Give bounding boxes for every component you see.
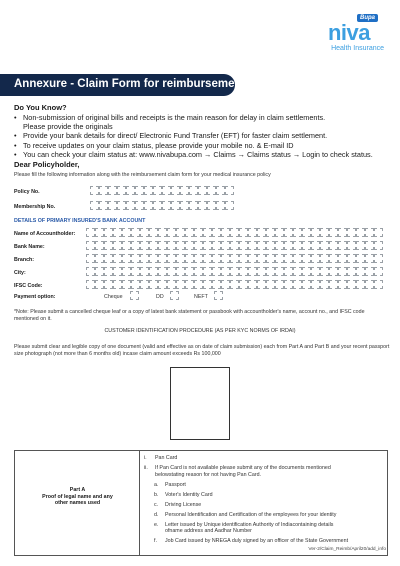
char-box[interactable] xyxy=(167,280,176,289)
char-box[interactable] xyxy=(212,228,221,237)
char-box[interactable] xyxy=(221,280,230,289)
char-box[interactable] xyxy=(221,254,230,263)
char-box[interactable] xyxy=(374,254,383,263)
char-box[interactable] xyxy=(230,228,239,237)
part-a-subtitle: other names used xyxy=(54,500,101,507)
char-box[interactable] xyxy=(158,228,167,237)
char-box[interactable] xyxy=(149,254,158,263)
branch-field[interactable] xyxy=(86,254,383,263)
char-box[interactable] xyxy=(189,201,198,210)
char-box[interactable] xyxy=(374,267,383,276)
char-box[interactable] xyxy=(185,280,194,289)
char-box[interactable] xyxy=(365,228,374,237)
list-item xyxy=(144,502,384,509)
char-box[interactable] xyxy=(176,228,185,237)
char-box[interactable] xyxy=(185,228,194,237)
char-box[interactable] xyxy=(104,254,113,263)
char-box[interactable] xyxy=(194,267,203,276)
list-item-text xyxy=(144,492,384,499)
ifsc-label: IFSC Code: xyxy=(14,283,43,289)
char-box[interactable] xyxy=(203,241,212,250)
char-box[interactable] xyxy=(230,280,239,289)
char-box[interactable] xyxy=(338,228,347,237)
char-box[interactable] xyxy=(194,254,203,263)
policy-no-label: Policy No. xyxy=(14,189,40,195)
char-box[interactable] xyxy=(239,280,248,289)
bank-name-label: Bank Name: xyxy=(14,244,45,250)
char-box[interactable] xyxy=(347,228,356,237)
logo-badge: Bupa xyxy=(357,14,378,22)
char-box[interactable] xyxy=(329,267,338,276)
char-box[interactable] xyxy=(122,267,131,276)
list-item: • Provide your bank details for direct/ Electronic Fund Transfer (EFT) for faster claim settlement. xyxy=(14,131,390,140)
char-box[interactable] xyxy=(311,241,320,250)
char-box[interactable] xyxy=(230,241,239,250)
char-box[interactable] xyxy=(239,267,248,276)
list-item-line: Job Card issued by NREGA duly signed by an officer of the State Government xyxy=(165,538,349,545)
char-box[interactable] xyxy=(374,241,383,250)
char-box[interactable] xyxy=(131,254,140,263)
char-box[interactable] xyxy=(347,241,356,250)
char-box[interactable] xyxy=(356,241,365,250)
list-item-text xyxy=(144,538,384,545)
account-holder-label: Name of Accountholder: xyxy=(14,231,76,237)
char-box[interactable] xyxy=(207,201,216,210)
char-box[interactable] xyxy=(176,241,185,250)
char-box[interactable] xyxy=(167,228,176,237)
list-item-line: Letter issued by Unique identification Authority of Indiacontaining details xyxy=(165,521,334,528)
city-label: City: xyxy=(14,270,26,276)
char-box[interactable] xyxy=(356,280,365,289)
char-box[interactable] xyxy=(248,280,257,289)
list-item xyxy=(144,482,384,489)
char-box[interactable] xyxy=(167,241,176,250)
list-item xyxy=(144,512,384,519)
char-box[interactable] xyxy=(140,228,149,237)
char-box[interactable] xyxy=(176,254,185,263)
char-box[interactable] xyxy=(113,228,122,237)
photo-box[interactable] xyxy=(170,367,230,440)
char-box[interactable] xyxy=(180,201,189,210)
char-box[interactable] xyxy=(135,186,144,195)
char-box[interactable] xyxy=(356,267,365,276)
char-box[interactable] xyxy=(95,267,104,276)
char-box[interactable] xyxy=(198,201,207,210)
form-title-banner xyxy=(0,74,246,96)
char-box[interactable] xyxy=(108,201,117,210)
part-a-title: Part A xyxy=(69,487,86,493)
char-box[interactable] xyxy=(338,280,347,289)
list-item xyxy=(144,455,384,462)
char-box[interactable] xyxy=(144,186,153,195)
char-box[interactable] xyxy=(149,280,158,289)
char-box[interactable] xyxy=(275,254,284,263)
char-box[interactable] xyxy=(374,228,383,237)
list-item-line: If Pan Card is not available please submit any of the documents mentioned xyxy=(155,464,331,471)
list-item-text xyxy=(144,455,384,462)
list-item xyxy=(144,465,384,478)
char-box[interactable] xyxy=(365,267,374,276)
char-box[interactable] xyxy=(257,228,266,237)
char-box[interactable] xyxy=(266,241,275,250)
char-box[interactable] xyxy=(189,186,198,195)
char-box[interactable] xyxy=(338,254,347,263)
form-title: Annexure - Claim Form for reimbursement xyxy=(14,78,246,90)
char-box[interactable] xyxy=(113,241,122,250)
dd-label: DD xyxy=(156,294,164,300)
char-box[interactable] xyxy=(212,241,221,250)
char-box[interactable] xyxy=(203,254,212,263)
char-box[interactable] xyxy=(293,241,302,250)
char-box[interactable] xyxy=(374,280,383,289)
char-box[interactable] xyxy=(122,254,131,263)
char-box[interactable] xyxy=(221,228,230,237)
char-box[interactable] xyxy=(140,280,149,289)
char-box[interactable] xyxy=(104,241,113,250)
char-box[interactable] xyxy=(104,280,113,289)
char-box[interactable] xyxy=(207,186,216,195)
city-field[interactable] xyxy=(86,267,383,276)
char-box[interactable] xyxy=(90,201,99,210)
char-box[interactable] xyxy=(293,228,302,237)
dd-checkbox[interactable] xyxy=(170,291,179,300)
bank-name-field[interactable] xyxy=(86,241,383,250)
list-item xyxy=(144,538,384,545)
char-box[interactable] xyxy=(140,267,149,276)
char-box[interactable] xyxy=(257,280,266,289)
list-item-line: ofname address and Aadhar Number xyxy=(165,528,252,535)
char-box[interactable] xyxy=(185,267,194,276)
fill-instruction: Please fill the following information along with the reimbursement claim form for your medical insurance policy xyxy=(14,172,271,178)
char-box[interactable] xyxy=(99,186,108,195)
list-item-number: b. xyxy=(154,491,159,498)
char-box[interactable] xyxy=(293,254,302,263)
char-box[interactable] xyxy=(320,254,329,263)
brand-logo xyxy=(312,14,384,54)
char-box[interactable] xyxy=(347,267,356,276)
kyc-instruction: Please submit clear and legible copy of one document (valid and effective as on date of claim submission) each from Part A and Part B and your recent passport size photograph (not more than 6 months old) incase claim amount exceeds Rs 100,000 xyxy=(14,344,390,357)
list-item-line: belowstating reason for not having Pan Card. xyxy=(155,471,262,478)
list-item-line: Pan Card xyxy=(155,455,178,461)
char-box[interactable] xyxy=(203,267,212,276)
char-box[interactable] xyxy=(302,241,311,250)
list-item-line: Passport xyxy=(165,481,186,488)
char-box[interactable] xyxy=(216,186,225,195)
part-a-document-list xyxy=(144,455,384,548)
char-box[interactable] xyxy=(153,186,162,195)
part-a-subtitle: Proof of legal name and any xyxy=(42,493,113,500)
char-box[interactable] xyxy=(140,241,149,250)
membership-no-field[interactable] xyxy=(90,201,234,210)
list-item: • You can check your claim status at: www.nivabupa.com → Claims → Claims status → Login to check status. xyxy=(14,150,390,159)
char-box[interactable] xyxy=(275,241,284,250)
char-box[interactable] xyxy=(131,267,140,276)
char-box[interactable] xyxy=(135,201,144,210)
list-item-text xyxy=(144,465,384,478)
char-box[interactable] xyxy=(108,186,117,195)
char-box[interactable] xyxy=(194,228,203,237)
char-box[interactable] xyxy=(329,241,338,250)
char-box[interactable] xyxy=(86,280,95,289)
list-item: • Non-submission of original bills and receipts is the main reason for delay in claim settlements. Please provide the originals xyxy=(14,113,390,131)
char-box[interactable] xyxy=(284,280,293,289)
char-box[interactable] xyxy=(113,280,122,289)
char-box[interactable] xyxy=(248,241,257,250)
char-box[interactable] xyxy=(266,267,275,276)
char-box[interactable] xyxy=(113,254,122,263)
char-box[interactable] xyxy=(104,228,113,237)
char-box[interactable] xyxy=(153,201,162,210)
char-box[interactable] xyxy=(126,201,135,210)
version-footer: Ver-2/Claim_Reimb/April20/add_info xyxy=(308,547,386,552)
char-box[interactable] xyxy=(248,228,257,237)
char-box[interactable] xyxy=(221,267,230,276)
neft-checkbox[interactable] xyxy=(214,291,223,300)
list-item-text xyxy=(144,522,384,535)
char-box[interactable] xyxy=(90,186,99,195)
char-box[interactable] xyxy=(248,267,257,276)
list-item-number: a. xyxy=(154,481,159,488)
char-box[interactable] xyxy=(320,228,329,237)
char-box[interactable] xyxy=(257,254,266,263)
char-box[interactable] xyxy=(86,241,95,250)
char-box[interactable] xyxy=(284,241,293,250)
char-box[interactable] xyxy=(320,267,329,276)
char-box[interactable] xyxy=(203,228,212,237)
list-item-line: Driving License xyxy=(165,501,202,508)
char-box[interactable] xyxy=(122,228,131,237)
char-box[interactable] xyxy=(140,254,149,263)
char-box[interactable] xyxy=(171,186,180,195)
did-you-know-heading: Do You Know? xyxy=(14,103,67,112)
neft-label: NEFT xyxy=(194,294,208,300)
char-box[interactable] xyxy=(158,241,167,250)
char-box[interactable] xyxy=(275,228,284,237)
char-box[interactable] xyxy=(86,254,95,263)
bank-note: *Note: Please submit a cancelled cheque leaf or a copy of latest bank statement or passbook with accountholder's name, account no., and IFSC code mentioned on it. xyxy=(14,309,365,322)
greeting: Dear Policyholder, xyxy=(14,160,80,169)
list-item-number: i. xyxy=(144,455,147,461)
char-box[interactable] xyxy=(171,201,180,210)
char-box[interactable] xyxy=(131,228,140,237)
list-item-number: f. xyxy=(154,538,157,545)
char-box[interactable] xyxy=(347,254,356,263)
char-box[interactable] xyxy=(302,267,311,276)
char-box[interactable] xyxy=(126,186,135,195)
char-box[interactable] xyxy=(95,241,104,250)
char-box[interactable] xyxy=(347,280,356,289)
char-box[interactable] xyxy=(212,254,221,263)
cip-heading: CUSTOMER IDENTIFICATION PROCEDURE (AS PER KYC NORMS OF IRDAI) xyxy=(104,328,296,334)
list-item-text xyxy=(144,512,384,519)
list-item-number: c. xyxy=(154,501,159,508)
char-box[interactable] xyxy=(365,280,374,289)
char-box[interactable] xyxy=(158,254,167,263)
char-box[interactable] xyxy=(311,267,320,276)
char-box[interactable] xyxy=(275,280,284,289)
char-box[interactable] xyxy=(185,254,194,263)
policy-no-field[interactable] xyxy=(90,186,234,195)
char-box[interactable] xyxy=(356,254,365,263)
char-box[interactable] xyxy=(162,186,171,195)
char-box[interactable] xyxy=(293,280,302,289)
char-box[interactable] xyxy=(203,280,212,289)
char-box[interactable] xyxy=(158,267,167,276)
char-box[interactable] xyxy=(149,228,158,237)
part-a-title-block xyxy=(15,487,140,507)
char-box[interactable] xyxy=(320,280,329,289)
char-box[interactable] xyxy=(149,267,158,276)
char-box[interactable] xyxy=(162,201,171,210)
char-box[interactable] xyxy=(365,254,374,263)
char-box[interactable] xyxy=(284,228,293,237)
char-box[interactable] xyxy=(167,267,176,276)
did-you-know-section xyxy=(14,103,390,159)
logo-tagline: Health Insurance xyxy=(331,45,384,52)
char-box[interactable] xyxy=(329,254,338,263)
list-item-line: Voter's Identity Card xyxy=(165,491,213,498)
char-box[interactable] xyxy=(311,228,320,237)
char-box[interactable] xyxy=(225,201,234,210)
char-box[interactable] xyxy=(329,280,338,289)
char-box[interactable] xyxy=(113,267,122,276)
char-box[interactable] xyxy=(365,241,374,250)
cheque-checkbox[interactable] xyxy=(130,291,139,300)
char-box[interactable] xyxy=(248,254,257,263)
logo-wordmark: niva xyxy=(327,20,370,45)
char-box[interactable] xyxy=(117,186,126,195)
char-box[interactable] xyxy=(144,201,153,210)
char-box[interactable] xyxy=(338,267,347,276)
char-box[interactable] xyxy=(320,241,329,250)
list-item-number: d. xyxy=(154,511,159,518)
char-box[interactable] xyxy=(239,254,248,263)
char-box[interactable] xyxy=(221,241,230,250)
char-box[interactable] xyxy=(311,254,320,263)
char-box[interactable] xyxy=(180,186,189,195)
char-box[interactable] xyxy=(149,241,158,250)
char-box[interactable] xyxy=(338,241,347,250)
char-box[interactable] xyxy=(86,267,95,276)
char-box[interactable] xyxy=(293,267,302,276)
char-box[interactable] xyxy=(95,280,104,289)
char-box[interactable] xyxy=(230,267,239,276)
list-item-text xyxy=(144,482,384,489)
char-box[interactable] xyxy=(230,254,239,263)
char-box[interactable] xyxy=(194,241,203,250)
list-item-number: e. xyxy=(154,521,159,528)
payment-option-label: Payment option: xyxy=(14,294,56,300)
char-box[interactable] xyxy=(131,280,140,289)
char-box[interactable] xyxy=(194,280,203,289)
char-box[interactable] xyxy=(122,280,131,289)
char-box[interactable] xyxy=(275,267,284,276)
char-box[interactable] xyxy=(95,228,104,237)
char-box[interactable] xyxy=(266,228,275,237)
list-item-text xyxy=(144,502,384,509)
char-box[interactable] xyxy=(225,186,234,195)
char-box[interactable] xyxy=(131,241,140,250)
char-box[interactable] xyxy=(95,254,104,263)
list-item-line: Personal Identification and Certification of the employees for your identity xyxy=(165,511,337,518)
char-box[interactable] xyxy=(311,280,320,289)
char-box[interactable] xyxy=(185,241,194,250)
char-box[interactable] xyxy=(117,201,126,210)
branch-label: Branch: xyxy=(14,257,35,263)
list-item-number: ii. xyxy=(144,464,148,471)
kyc-part-a-table xyxy=(14,450,388,556)
list-item xyxy=(144,522,384,535)
char-box[interactable] xyxy=(302,228,311,237)
char-box[interactable] xyxy=(212,280,221,289)
char-box[interactable] xyxy=(266,280,275,289)
char-box[interactable] xyxy=(266,254,275,263)
char-box[interactable] xyxy=(356,228,365,237)
char-box[interactable] xyxy=(212,267,221,276)
char-box[interactable] xyxy=(86,228,95,237)
account-holder-field[interactable] xyxy=(86,228,383,237)
char-box[interactable] xyxy=(216,201,225,210)
list-item xyxy=(144,492,384,499)
char-box[interactable] xyxy=(158,280,167,289)
ifsc-field[interactable] xyxy=(86,280,383,289)
char-box[interactable] xyxy=(167,254,176,263)
char-box[interactable] xyxy=(176,267,185,276)
char-box[interactable] xyxy=(176,280,185,289)
cheque-label: Cheque xyxy=(104,294,123,300)
char-box[interactable] xyxy=(284,254,293,263)
char-box[interactable] xyxy=(104,267,113,276)
char-box[interactable] xyxy=(302,254,311,263)
membership-no-label: Membership No. xyxy=(14,204,56,210)
char-box[interactable] xyxy=(329,228,338,237)
list-item: • To receive updates on your claim status, please provide your mobile no. & E-mail ID xyxy=(14,141,390,150)
char-box[interactable] xyxy=(239,241,248,250)
char-box[interactable] xyxy=(302,280,311,289)
char-box[interactable] xyxy=(284,267,293,276)
char-box[interactable] xyxy=(99,201,108,210)
bank-section-heading: DETAILS OF PRIMARY INSURED'S BANK ACCOUNT xyxy=(14,218,146,224)
char-box[interactable] xyxy=(122,241,131,250)
char-box[interactable] xyxy=(239,228,248,237)
did-you-know-list xyxy=(14,113,390,159)
char-box[interactable] xyxy=(198,186,207,195)
char-box[interactable] xyxy=(257,241,266,250)
char-box[interactable] xyxy=(257,267,266,276)
